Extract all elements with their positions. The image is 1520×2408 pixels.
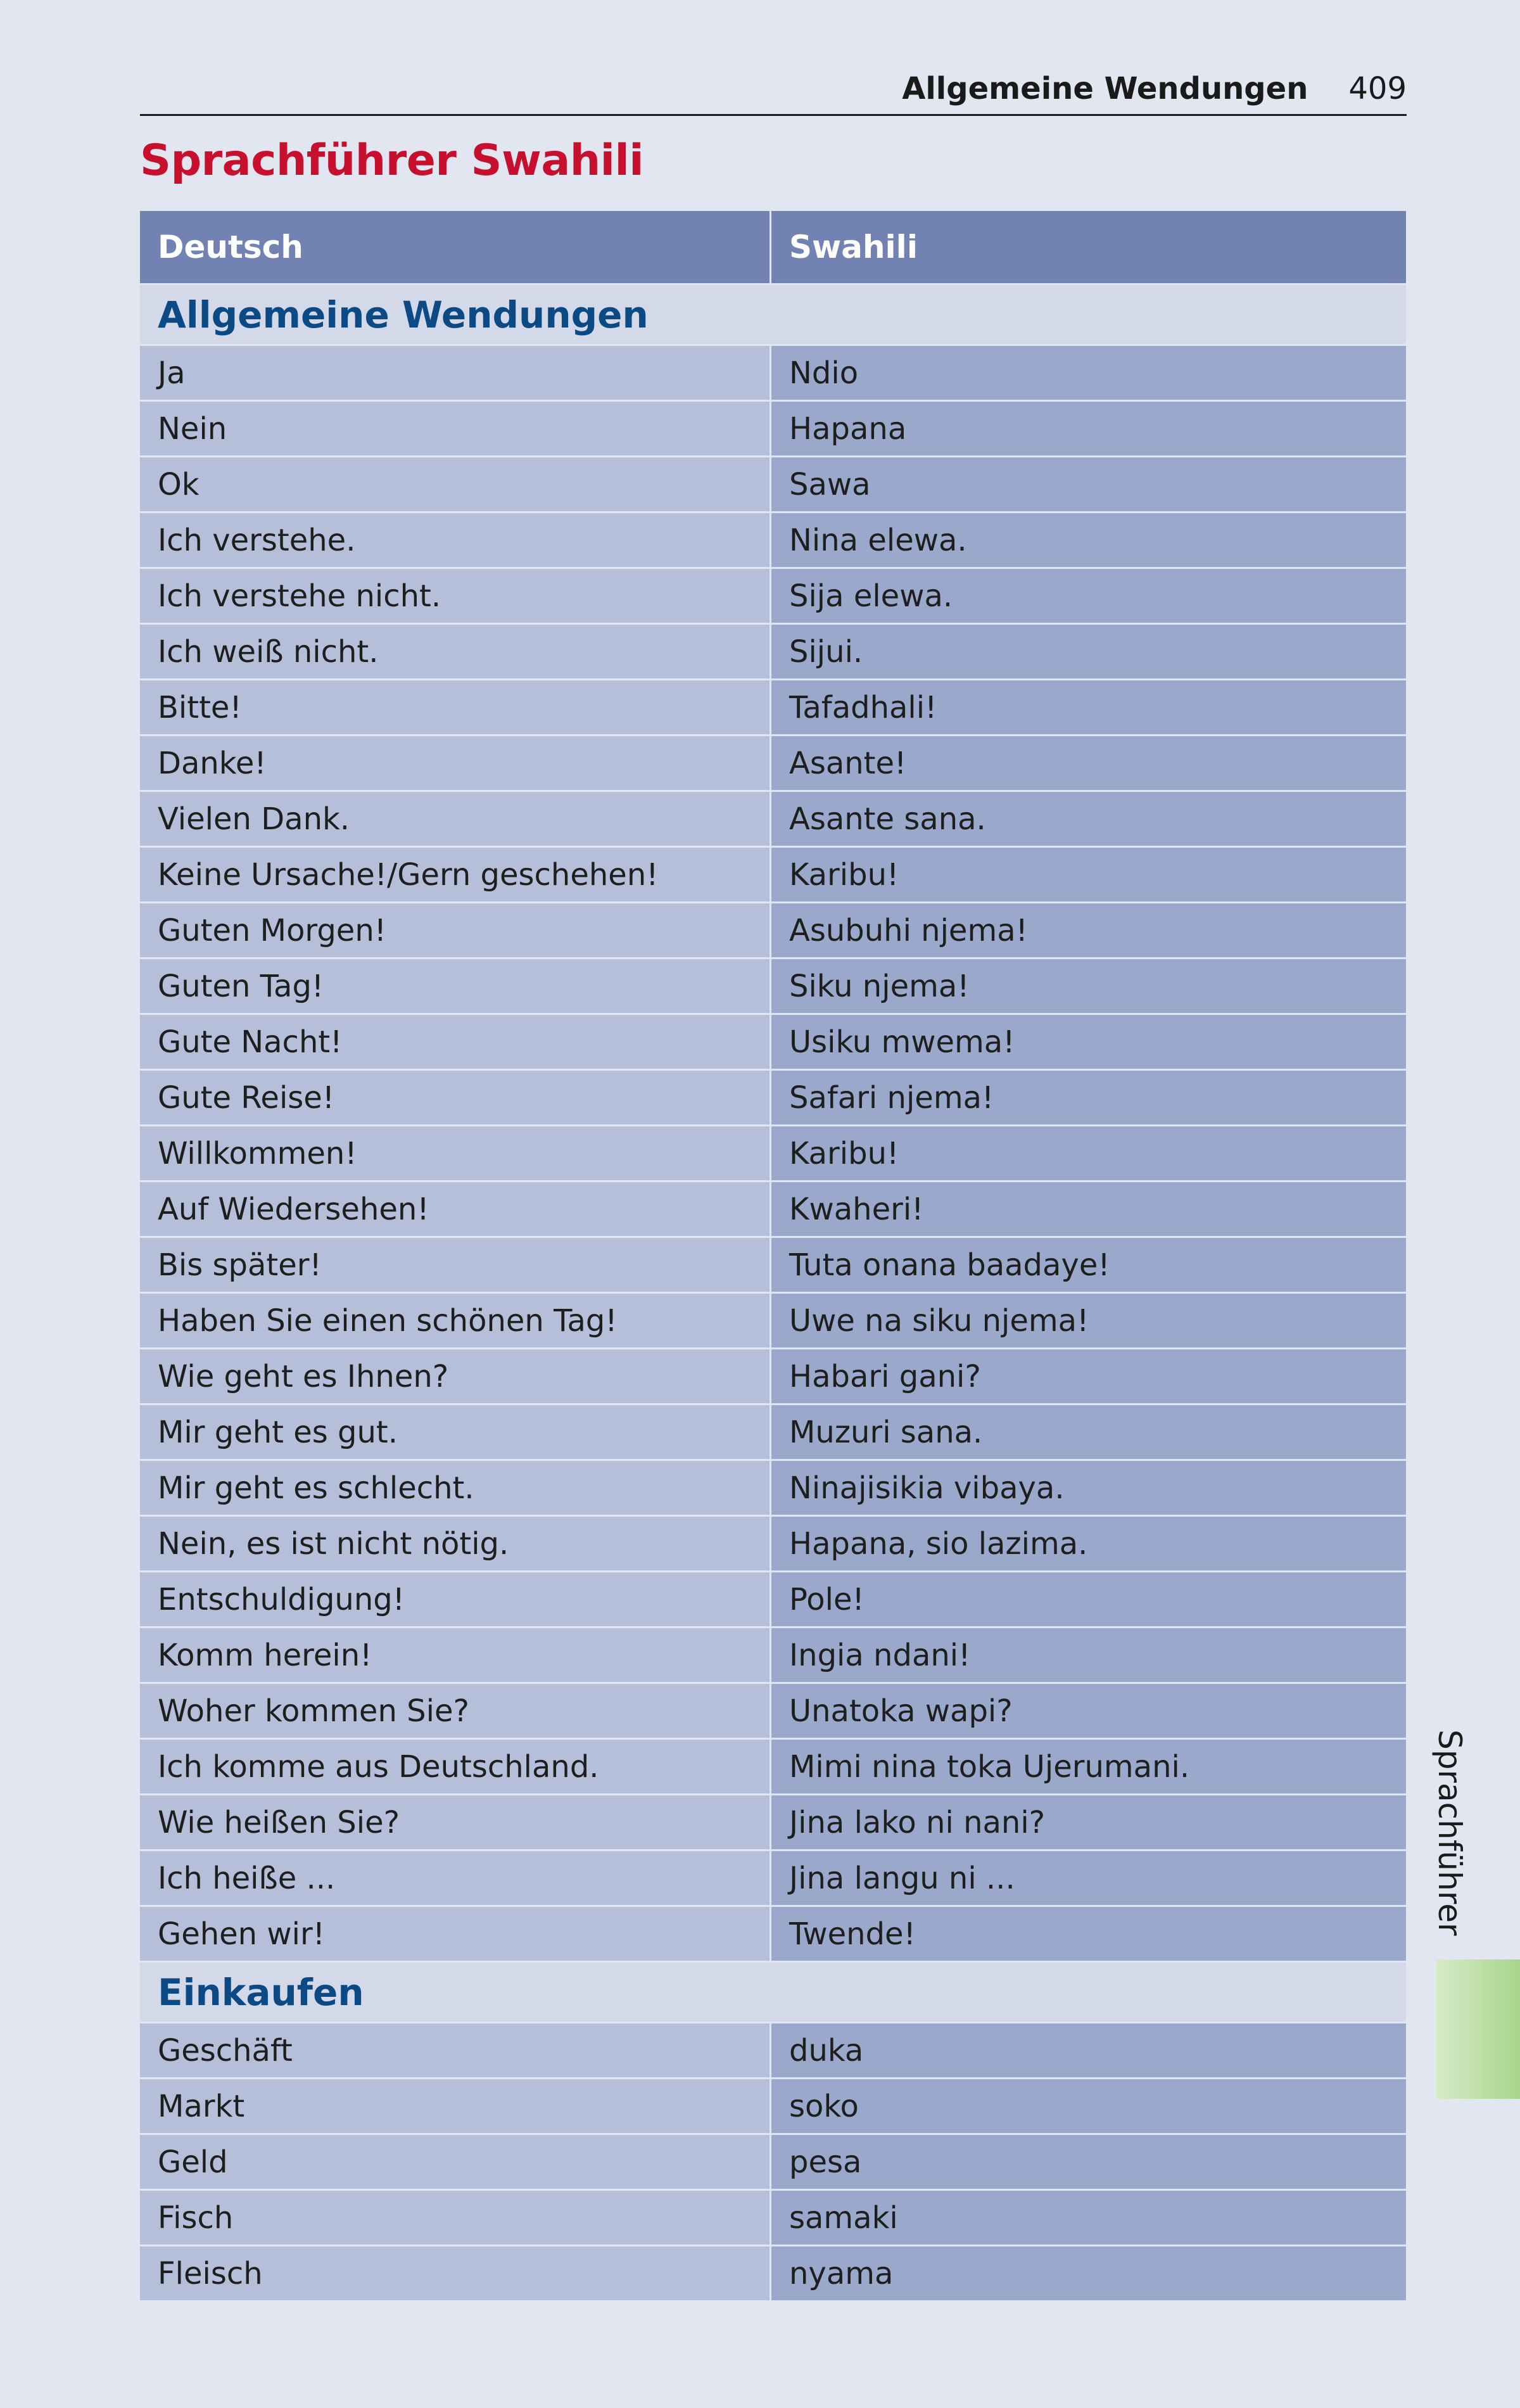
table-row <box>140 1238 1406 1294</box>
deutsch-cell: Fleisch <box>140 2246 771 2302</box>
deutsch-cell: Ich komme aus Deutschland. <box>140 1740 771 1795</box>
table-row <box>140 1795 1406 1851</box>
deutsch-cell: Ich weiß nicht. <box>140 625 771 680</box>
table-row <box>140 1517 1406 1572</box>
table-row <box>140 1740 1406 1795</box>
table-row <box>140 402 1406 457</box>
deutsch-cell: Ich verstehe. <box>140 513 771 569</box>
swahili-cell: samaki <box>771 2191 1406 2246</box>
swahili-cell: Nina elewa. <box>771 513 1406 569</box>
table-row <box>140 848 1406 903</box>
deutsch-cell: Guten Tag! <box>140 959 771 1015</box>
deutsch-cell: Ich heiße ... <box>140 1851 771 1907</box>
table-row <box>140 2079 1406 2135</box>
deutsch-cell: Mir geht es schlecht. <box>140 1461 771 1517</box>
swahili-cell: soko <box>771 2079 1406 2135</box>
swahili-cell: duka <box>771 2023 1406 2079</box>
swahili-cell: Twende! <box>771 1907 1406 1963</box>
deutsch-cell: Fisch <box>140 2191 771 2246</box>
deutsch-cell: Geld <box>140 2135 771 2191</box>
deutsch-cell: Nein <box>140 402 771 457</box>
swahili-cell: Siku njema! <box>771 959 1406 1015</box>
deutsch-cell: Ich verstehe nicht. <box>140 569 771 625</box>
swahili-cell: Sija elewa. <box>771 569 1406 625</box>
side-tab-marker <box>1436 1959 1520 2099</box>
deutsch-cell: Wie geht es Ihnen? <box>140 1349 771 1405</box>
column-header-swahili: Swahili <box>771 211 1406 285</box>
section-heading: Einkaufen <box>140 1963 1406 2023</box>
swahili-cell: Jina lako ni nani? <box>771 1795 1406 1851</box>
table-row <box>140 1405 1406 1461</box>
deutsch-cell: Gute Reise! <box>140 1071 771 1126</box>
swahili-cell: nyama <box>771 2246 1406 2302</box>
swahili-cell: Tafadhali! <box>771 680 1406 736</box>
deutsch-cell: Guten Morgen! <box>140 903 771 959</box>
table-row <box>140 457 1406 513</box>
deutsch-cell: Nein, es ist nicht nötig. <box>140 1517 771 1572</box>
deutsch-cell: Komm herein! <box>140 1628 771 1684</box>
swahili-cell: Habari gani? <box>771 1349 1406 1405</box>
deutsch-cell: Gute Nacht! <box>140 1015 771 1071</box>
deutsch-cell: Entschuldigung! <box>140 1572 771 1628</box>
section-heading: Allgemeine Wendungen <box>140 285 1406 346</box>
deutsch-cell: Markt <box>140 2079 771 2135</box>
phrase-table <box>140 211 1406 2302</box>
deutsch-cell: Ok <box>140 457 771 513</box>
swahili-cell: Hapana, sio lazima. <box>771 1517 1406 1572</box>
side-tab-label: Sprachführer <box>1431 1730 1468 1936</box>
table-row <box>140 2135 1406 2191</box>
table-row <box>140 2246 1406 2302</box>
swahili-cell: Uwe na siku njema! <box>771 1294 1406 1349</box>
deutsch-cell: Auf Wiedersehen! <box>140 1182 771 1238</box>
table-row <box>140 2191 1406 2246</box>
swahili-cell: Sijui. <box>771 625 1406 680</box>
deutsch-cell: Woher kommen Sie? <box>140 1684 771 1740</box>
swahili-cell: Karibu! <box>771 1126 1406 1182</box>
swahili-cell: Ninajisikia vibaya. <box>771 1461 1406 1517</box>
swahili-cell: pesa <box>771 2135 1406 2191</box>
deutsch-cell: Mir geht es gut. <box>140 1405 771 1461</box>
swahili-cell: Hapana <box>771 402 1406 457</box>
running-head-section: Allgemeine Wendungen <box>902 71 1308 106</box>
table-row <box>140 346 1406 402</box>
table-row <box>140 1628 1406 1684</box>
swahili-cell: Tuta onana baadaye! <box>771 1238 1406 1294</box>
table-row <box>140 1182 1406 1238</box>
table-row <box>140 1907 1406 1963</box>
section-heading-row <box>140 285 1406 346</box>
table-row <box>140 569 1406 625</box>
swahili-cell: Safari njema! <box>771 1071 1406 1126</box>
table-row <box>140 736 1406 792</box>
table-row <box>140 1461 1406 1517</box>
table-row <box>140 792 1406 848</box>
table-row <box>140 1684 1406 1740</box>
swahili-cell: Asante! <box>771 736 1406 792</box>
swahili-cell: Muzuri sana. <box>771 1405 1406 1461</box>
deutsch-cell: Willkommen! <box>140 1126 771 1182</box>
table-row <box>140 1126 1406 1182</box>
table-row <box>140 1572 1406 1628</box>
table-row <box>140 903 1406 959</box>
swahili-cell: Ingia ndani! <box>771 1628 1406 1684</box>
swahili-cell: Kwaheri! <box>771 1182 1406 1238</box>
table-row <box>140 1349 1406 1405</box>
deutsch-cell: Keine Ursache!/Gern geschehen! <box>140 848 771 903</box>
deutsch-cell: Vielen Dank. <box>140 792 771 848</box>
table-row <box>140 680 1406 736</box>
page-title: Sprachführer Swahili <box>140 136 644 186</box>
swahili-cell: Jina langu ni ... <box>771 1851 1406 1907</box>
swahili-cell: Asubuhi njema! <box>771 903 1406 959</box>
deutsch-cell: Danke! <box>140 736 771 792</box>
swahili-cell: Mimi nina toka Ujerumani. <box>771 1740 1406 1795</box>
table-row <box>140 1071 1406 1126</box>
swahili-cell: Sawa <box>771 457 1406 513</box>
swahili-cell: Ndio <box>771 346 1406 402</box>
swahili-cell: Asante sana. <box>771 792 1406 848</box>
swahili-cell: Usiku mwema! <box>771 1015 1406 1071</box>
table-row <box>140 959 1406 1015</box>
table-row <box>140 625 1406 680</box>
deutsch-cell: Gehen wir! <box>140 1907 771 1963</box>
table-row <box>140 1015 1406 1071</box>
deutsch-cell: Bitte! <box>140 680 771 736</box>
deutsch-cell: Bis später! <box>140 1238 771 1294</box>
swahili-cell: Unatoka wapi? <box>771 1684 1406 1740</box>
table-header-row <box>140 211 1406 285</box>
running-head <box>140 63 1407 116</box>
table-row <box>140 2023 1406 2079</box>
table-row <box>140 513 1406 569</box>
swahili-cell: Karibu! <box>771 848 1406 903</box>
table-row <box>140 1851 1406 1907</box>
deutsch-cell: Geschäft <box>140 2023 771 2079</box>
page-number: 409 <box>1348 71 1407 106</box>
deutsch-cell: Wie heißen Sie? <box>140 1795 771 1851</box>
deutsch-cell: Ja <box>140 346 771 402</box>
table-row <box>140 1294 1406 1349</box>
column-header-deutsch: Deutsch <box>140 211 771 285</box>
swahili-cell: Pole! <box>771 1572 1406 1628</box>
section-heading-row <box>140 1963 1406 2023</box>
deutsch-cell: Haben Sie einen schönen Tag! <box>140 1294 771 1349</box>
